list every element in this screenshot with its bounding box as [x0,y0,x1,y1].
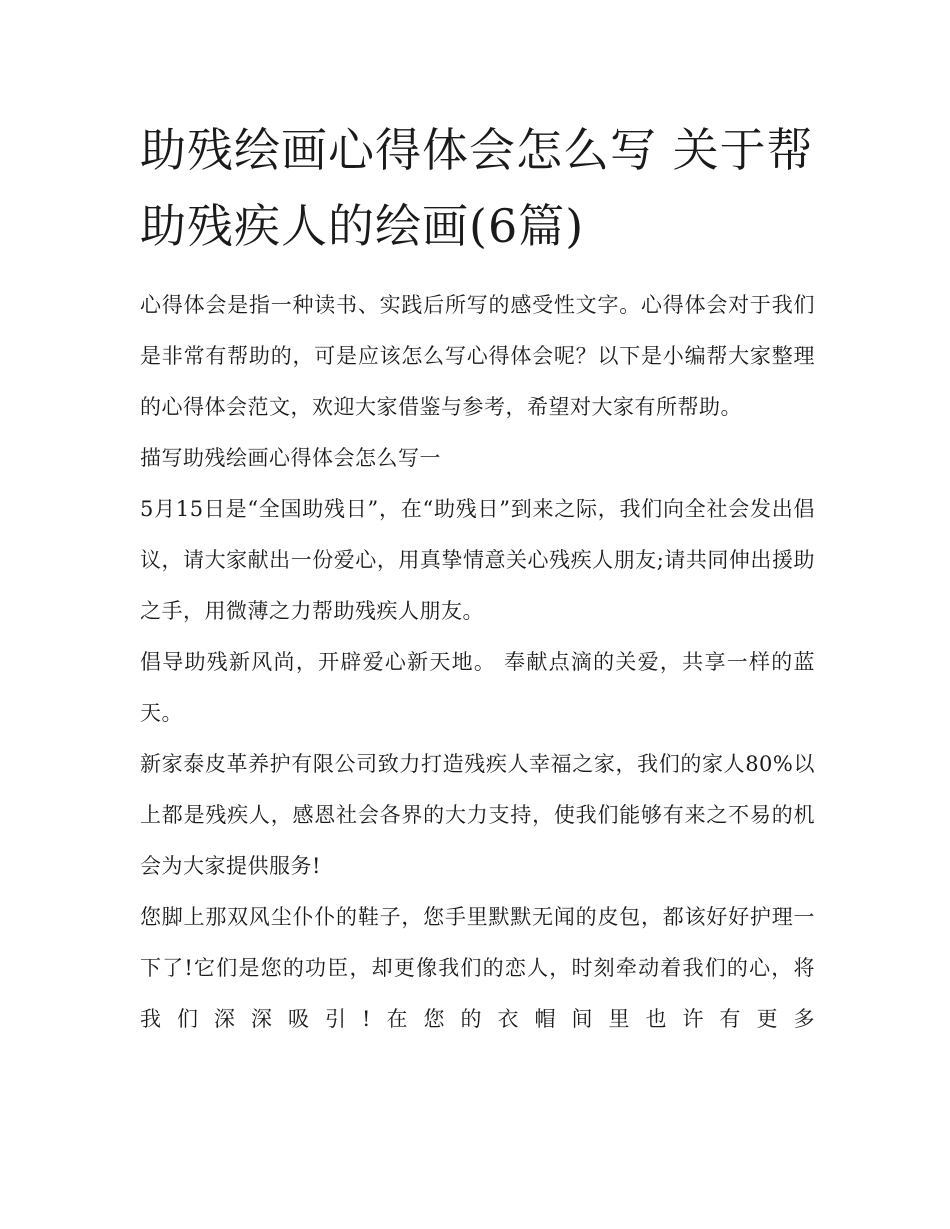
body-paragraph: 5月15日是“全国助残日”，在“助残日”到来之际，我们向全社会发出倡议，请大家献出一份爱心，用真挚情意关心残疾人朋友;请共同伸出援助之手，用微薄之力帮助残疾人朋友。 [140,497,815,623]
body-paragraph: 倡导助残新风尚，开辟爱心新天地。 奉献点滴的关爱，共享一样的蓝天。 [140,650,815,725]
document-page [140,112,815,1045]
section-heading: 描写助残绘画心得体会怎么写一 [140,446,441,470]
body-paragraph: 您脚上那双风尘仆仆的鞋子，您手里默默无闻的皮包，都该好好护理一下了!它们是您的功臣，却更像我们的恋人，时刻牵动着我们的心，将我们深深吸引!在您的衣帽间里也许有更多 [140,905,815,1031]
intro-paragraph: 心得体会是指一种读书、实践后所写的感受性文字。心得体会对于我们是非常有帮助的，可是应该怎么写心得体会呢？以下是小编帮大家整理的心得体会范文，欢迎大家借鉴与参考，希望对大家有所帮助。 [140,293,815,419]
body-paragraph: 新家泰皮革养护有限公司致力打造残疾人幸福之家，我们的家人80%以上都是残疾人，感恩社会各界的大力支持，使我们能够有来之不易的机会为大家提供服务! [140,752,815,878]
document-title: 助残绘画心得体会怎么写 关于帮助残疾人的绘画(6篇) [140,123,814,253]
